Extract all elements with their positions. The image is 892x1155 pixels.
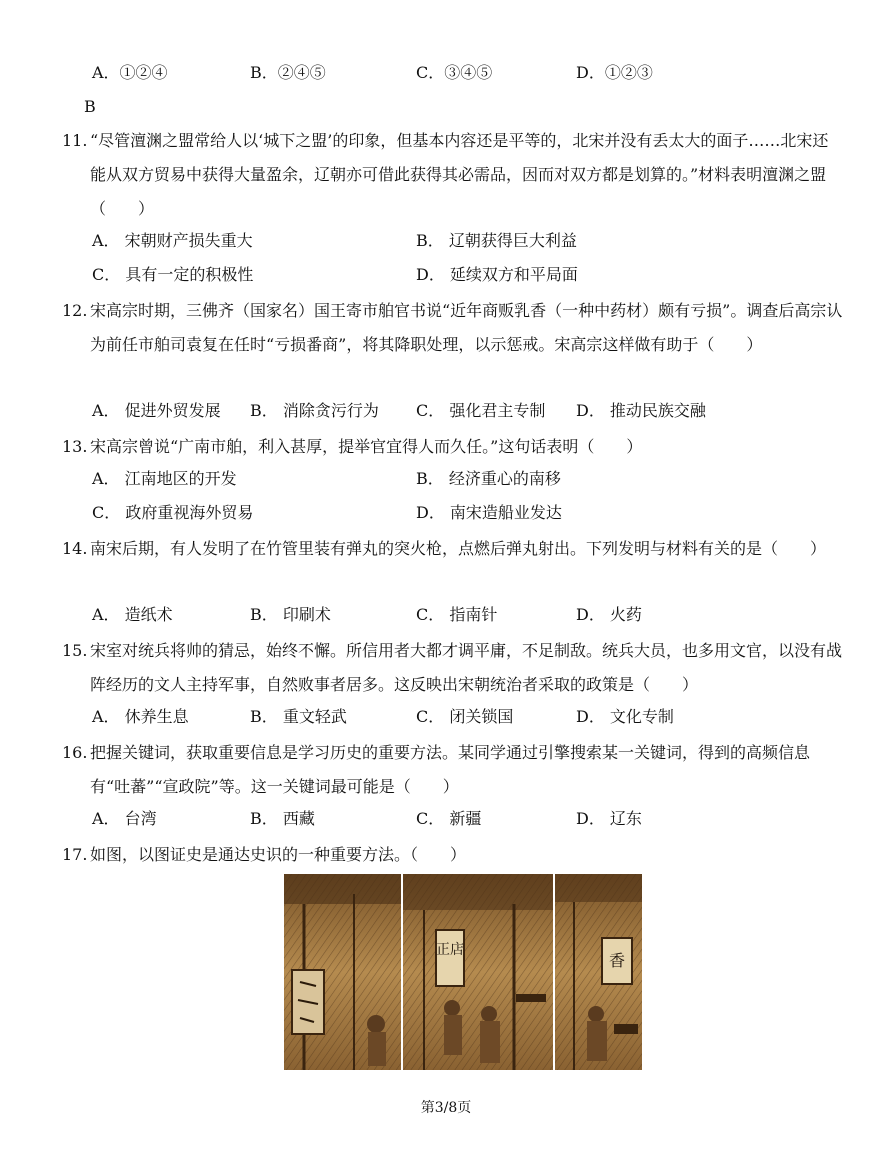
question-16 bbox=[62, 736, 844, 804]
question-stem: 如图，以图证史是通达史识的一种重要方法。（ ） bbox=[90, 845, 467, 864]
q14-options bbox=[92, 602, 852, 628]
question-15 bbox=[62, 634, 844, 702]
question-12 bbox=[62, 294, 844, 362]
question-number: 17. bbox=[62, 845, 88, 864]
q10-option-c: C．③④⑤ bbox=[416, 63, 493, 82]
shop-sign-zhengdian bbox=[436, 930, 464, 986]
q15-options bbox=[92, 704, 852, 730]
question-stem: 宋高宗曾说“广南市舶，利入甚厚，提举官宜得人而久任。”这句话表明（ ） bbox=[90, 437, 643, 456]
q10-option-d: D．①②③ bbox=[576, 63, 653, 82]
q10-option-a: A．①②④ bbox=[92, 63, 168, 82]
sign-text-xiang: 香 bbox=[608, 951, 626, 970]
question-stem: “尽管澶渊之盟常给人以‘城下之盟’的印象，但基本内容还是平等的，北宋并没有丢太大的面子……北宋还能从双方贸易中获得大量盈余，辽朝亦可借此获得其必需品，因而对双方都是划算的。”材料表明澶渊之盟（ ） bbox=[90, 131, 829, 218]
q13-option-d: D． 南宋造船业发达 bbox=[416, 503, 562, 522]
q16-options bbox=[92, 806, 852, 832]
q13-option-b: B． 经济重心的南移 bbox=[416, 469, 561, 488]
painting-panel-1 bbox=[284, 874, 401, 1070]
q14-option-d: D． 火药 bbox=[576, 605, 642, 624]
question-stem: 宋高宗时期，三佛齐（国家名）国王寄市舶官书说“近年商贩乳香（一种中药材）颇有亏损”。调查后高宗认为前任市舶司袁复在任时“亏损番商”，将其降职处理，以示惩戒。宋高宗这样做有助于（ ） bbox=[90, 301, 843, 354]
q16-option-d: D． 辽东 bbox=[576, 809, 642, 828]
q13-option-a: A． 江南地区的开发 bbox=[92, 469, 237, 488]
question-17 bbox=[62, 838, 844, 872]
q15-option-d: D． 文化专制 bbox=[576, 707, 674, 726]
q11-option-a: A． 宋朝财产损失重大 bbox=[92, 231, 253, 250]
q12-options bbox=[92, 398, 852, 424]
q15-option-a: A． 休养生息 bbox=[92, 707, 189, 726]
q15-option-b: B． 重文轻武 bbox=[250, 707, 347, 726]
page-number: 第3/8页 bbox=[420, 1100, 472, 1116]
sign-text-zhengdian: 正店 bbox=[436, 942, 464, 958]
q14-option-b: B． 印刷术 bbox=[250, 605, 331, 624]
question-stem: 宋室对统兵将帅的猜忌，始终不懈。所信用者大都才调平庸，不足制敌。统兵大员，也多用文官，以没有战阵经历的文人主持军事，自然败事者居多。这反映出宋朝统治者采取的政策是（ ） bbox=[90, 641, 843, 694]
q11-options-row1 bbox=[92, 228, 852, 254]
question-stem: 把握关键词，获取重要信息是学习历史的重要方法。某同学通过引擎搜索某一关键词，得到的高频信息有“吐蕃”“宣政院”等。这一关键词最可能是（ ） bbox=[90, 743, 811, 796]
painting-panel-3 bbox=[555, 874, 642, 1070]
song-dynasty-painting-figure bbox=[284, 874, 642, 1070]
q10-options bbox=[92, 60, 852, 86]
q10-option-b: B．②④⑤ bbox=[250, 63, 326, 82]
q16-option-c: C． 新疆 bbox=[416, 809, 482, 828]
question-number: 14. bbox=[62, 539, 88, 558]
painting-panel-2 bbox=[403, 874, 553, 1070]
question-number: 16. bbox=[62, 743, 88, 762]
q16-option-b: B． 西藏 bbox=[250, 809, 315, 828]
q12-option-d: D． 推动民族交融 bbox=[576, 401, 706, 420]
q14-option-a: A． 造纸术 bbox=[92, 605, 173, 624]
q11-option-b: B． 辽朝获得巨大利益 bbox=[416, 231, 577, 250]
q16-option-a: A． 台湾 bbox=[92, 809, 157, 828]
q13-option-c: C． 政府重视海外贸易 bbox=[92, 503, 254, 522]
q13-options-row2 bbox=[92, 500, 852, 526]
q12-option-c: C． 强化君主专制 bbox=[416, 401, 546, 420]
q12-option-b: B． 消除贪污行为 bbox=[250, 401, 379, 420]
q10-answer: B bbox=[84, 97, 96, 116]
q15-option-c: C． 闭关锁国 bbox=[416, 707, 514, 726]
question-number: 13. bbox=[62, 437, 88, 456]
q12-option-a: A． 促进外贸发展 bbox=[92, 401, 221, 420]
question-13 bbox=[62, 430, 844, 464]
question-number: 12. bbox=[62, 301, 88, 320]
q11-option-d: D． 延续双方和平局面 bbox=[416, 265, 578, 284]
question-11 bbox=[62, 124, 844, 226]
q11-option-c: C． 具有一定的积极性 bbox=[92, 265, 254, 284]
q13-options-row1 bbox=[92, 466, 852, 492]
question-number: 15. bbox=[62, 641, 88, 660]
q11-options-row2 bbox=[92, 262, 852, 288]
question-14 bbox=[62, 532, 844, 566]
question-stem: 南宋后期，有人发明了在竹管里装有弹丸的突火枪，点燃后弹丸射出。下列发明与材料有关的是（ ） bbox=[90, 539, 827, 558]
question-number: 11. bbox=[62, 131, 88, 150]
q14-option-c: C． 指南针 bbox=[416, 605, 498, 624]
